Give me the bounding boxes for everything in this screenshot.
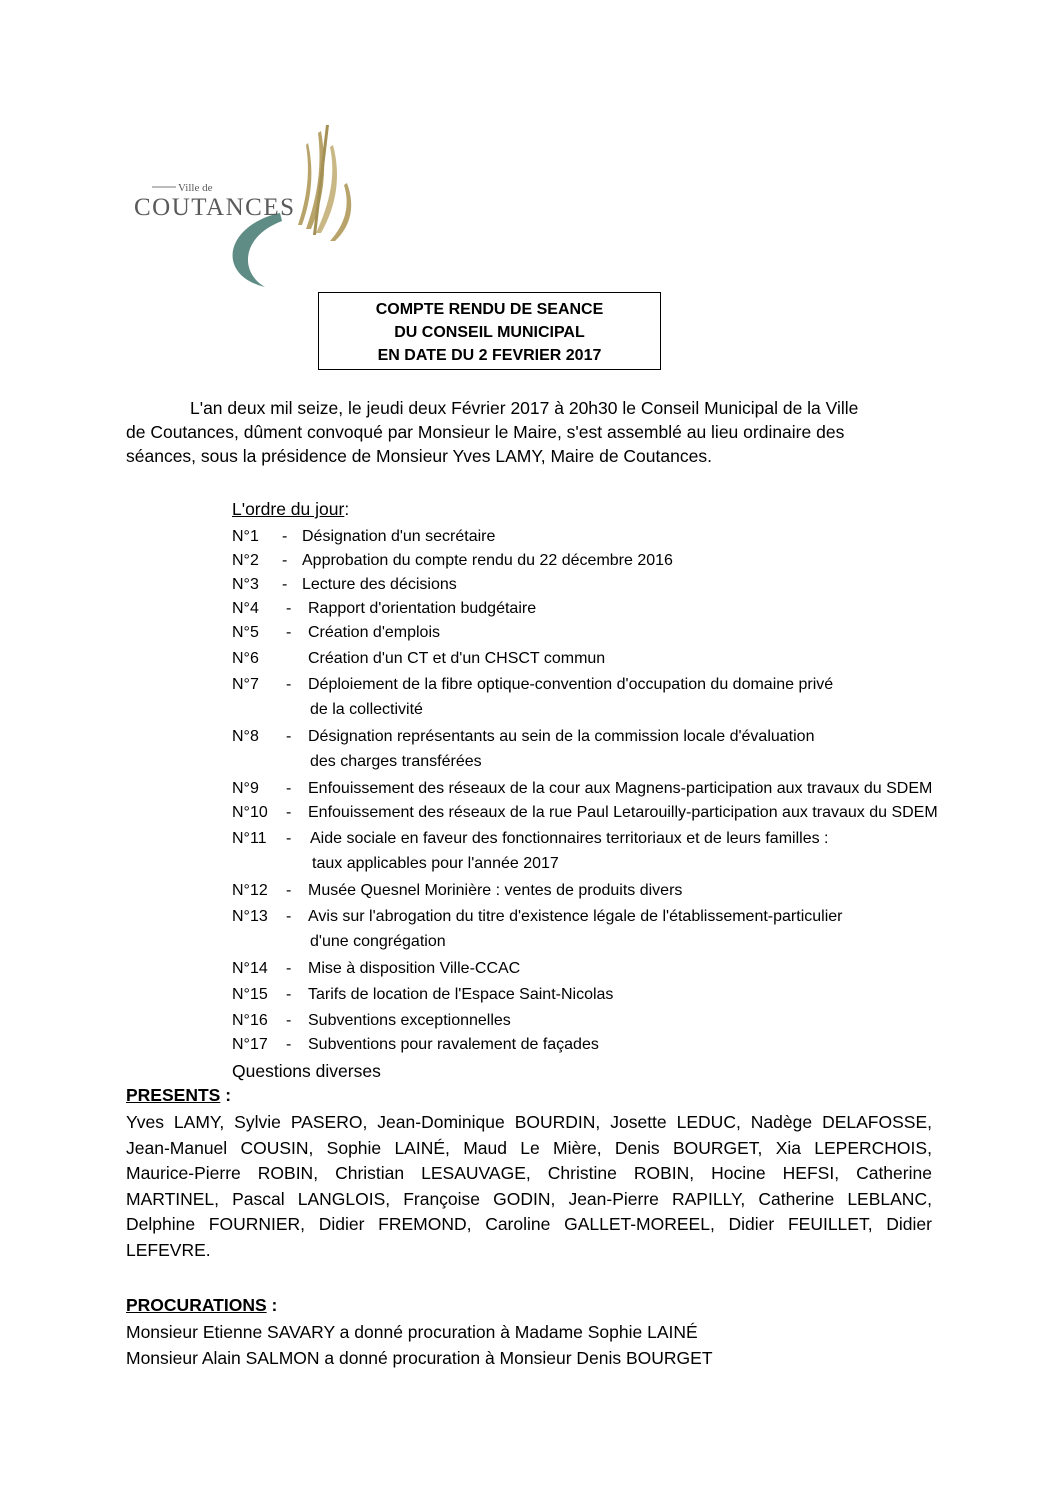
intro-line: L'an deux mil seize, le jeudi deux Février 2017 à 20h30 le Conseil Municipal de la Ville xyxy=(190,398,859,418)
agenda-item-number: N°1 xyxy=(232,528,259,545)
agenda-item-text: Tarifs de location de l'Espace Saint-Nicolas xyxy=(308,986,614,1003)
procuration-line: Monsieur Alain SALMON a donné procuration à Monsieur Denis BOURGET xyxy=(126,1348,713,1368)
agenda-item-dash: - xyxy=(282,552,288,569)
presents-word: LESAUVAGE, xyxy=(421,1163,531,1183)
presents-word: FOURNIER, xyxy=(208,1214,306,1234)
agenda-item-number: N°8 xyxy=(232,728,259,745)
agenda-item-number: N°16 xyxy=(232,1012,268,1029)
presents-word: LEPERCHOIS, xyxy=(814,1137,932,1158)
presents-word: LAINÉ, xyxy=(394,1137,450,1158)
presents-word: Didier xyxy=(886,1214,932,1234)
agenda-item-number: N°7 xyxy=(232,676,259,693)
presents-word: Françoise xyxy=(403,1188,481,1209)
presents-word: Nadège xyxy=(750,1112,813,1132)
agenda-item-text: Avis sur l'abrogation du titre d'existence légale de l'établissement-particulier xyxy=(308,908,843,925)
presents-line: LEFEVRE. xyxy=(126,1239,211,1260)
agenda-item-number: N°2 xyxy=(232,552,259,569)
presents-word: LANGLOIS, xyxy=(297,1188,391,1209)
agenda-heading-suffix: : xyxy=(344,499,350,519)
presents-word: GALLET-MOREEL, xyxy=(564,1214,715,1234)
logo-graphic xyxy=(130,125,370,295)
ville-de-coutances-logo xyxy=(130,125,370,295)
presents-line xyxy=(126,1136,932,1162)
procurations-heading xyxy=(126,1294,277,1316)
presents-word: FREMOND, xyxy=(378,1214,472,1234)
agenda-item-number: N°10 xyxy=(232,804,268,821)
intro-line: de Coutances, dûment convoqué par Monsieur le Maire, s'est assemblé au lieu ordinaire des xyxy=(126,422,845,442)
agenda-item-text: Subventions exceptionnelles xyxy=(308,1012,511,1029)
agenda-item-text: Création d'un CT et d'un CHSCT commun xyxy=(308,650,606,667)
presents-word: Didier xyxy=(728,1214,775,1234)
agenda-item-text: Enfouissement des réseaux de la rue Paul Letarouilly-participation aux travaux du SDEM xyxy=(308,804,938,821)
logo-big-text: COUTANCES xyxy=(134,194,296,221)
agenda-item-text: Mise à disposition Ville-CCAC xyxy=(308,960,521,977)
presents-word: Josette xyxy=(610,1112,667,1132)
agenda-item-text: Déploiement de la fibre optique-convention d'occupation du domaine privé xyxy=(308,676,834,693)
presents-word: Jean-Manuel xyxy=(126,1137,228,1158)
presents-word: LAMY, xyxy=(173,1112,225,1132)
agenda-item-continuation: taux applicables pour l'année 2017 xyxy=(312,855,559,872)
presents-word: Sylvie xyxy=(234,1112,281,1132)
title-line: COMPTE RENDU DE SEANCE xyxy=(375,301,604,318)
agenda-item-text: Lecture des décisions xyxy=(302,576,457,593)
agenda-item-number: N°12 xyxy=(232,882,268,899)
agenda-item-number: N°15 xyxy=(232,986,268,1003)
agenda-item-continuation: de la collectivité xyxy=(310,701,423,718)
logo-teal-swoosh xyxy=(233,213,282,287)
procuration-line: Monsieur Etienne SAVARY a donné procuration à Madame Sophie LAINÉ xyxy=(126,1322,698,1342)
presents-line xyxy=(126,1161,932,1187)
agenda-item-dash: - xyxy=(286,1012,292,1029)
presents-word: COUSIN, xyxy=(240,1137,314,1158)
presents-word: ROBIN, xyxy=(633,1163,695,1183)
agenda-item-number: N°11 xyxy=(232,830,267,847)
presents-heading-suffix: : xyxy=(220,1085,232,1105)
agenda-item-text: Musée Quesnel Morinière : ventes de produits divers xyxy=(308,882,683,899)
presents-word: DELAFOSSE, xyxy=(822,1112,932,1132)
agenda-item-text: Désignation d'un secrétaire xyxy=(302,528,496,545)
presents-word: Hocine xyxy=(711,1163,766,1183)
procurations-heading-suffix: : xyxy=(266,1295,278,1315)
presents-line xyxy=(126,1110,932,1136)
agenda-item-continuation: des charges transférées xyxy=(310,753,482,770)
presents-word: PASERO, xyxy=(290,1112,368,1132)
presents-word: LEBLANC, xyxy=(847,1188,932,1209)
agenda-item-dash: - xyxy=(286,986,292,1003)
presents-word: GODIN, xyxy=(493,1188,556,1209)
agenda-item-dash: - xyxy=(286,960,292,977)
presents-word: FEUILLET, xyxy=(787,1214,873,1234)
presents-word: Christian xyxy=(335,1163,405,1183)
presents-word: Jean-Pierre xyxy=(568,1188,659,1209)
presents-word: LEDUC, xyxy=(676,1112,741,1132)
logo-small-text: Ville de xyxy=(178,182,213,194)
presents-word: Caroline xyxy=(485,1214,551,1234)
agenda-item-text: Aide sociale en faveur des fonctionnaires territoriaux et de leurs familles : xyxy=(310,830,829,847)
presents-word: Didier xyxy=(318,1214,365,1234)
agenda-heading-label: L'ordre du jour xyxy=(232,499,345,519)
agenda-item-dash: - xyxy=(286,830,292,847)
agenda-item-text: Enfouissement des réseaux de la cour aux Magnens-participation aux travaux du SDEM xyxy=(308,780,933,797)
agenda-item-number: N°13 xyxy=(232,908,268,925)
presents-word: Delphine xyxy=(126,1214,196,1234)
intro-paragraph xyxy=(126,396,938,468)
agenda-item-dash: - xyxy=(286,780,292,797)
agenda-item-dash: - xyxy=(286,804,292,821)
agenda-item-number: N°4 xyxy=(232,600,259,617)
agenda-questions-diverses: Questions diverses xyxy=(232,1061,381,1081)
presents-word: MARTINEL, xyxy=(126,1188,220,1209)
agenda-item-dash: - xyxy=(282,576,288,593)
procurations-heading-label: PROCURATIONS xyxy=(126,1295,267,1315)
agenda-item-continuation: d'une congrégation xyxy=(310,933,446,950)
agenda-item-dash: - xyxy=(286,882,292,899)
agenda-item-dash: - xyxy=(286,908,292,925)
presents-word: Yves xyxy=(126,1112,164,1132)
agenda-item-text: Subventions pour ravalement de façades xyxy=(308,1036,599,1053)
presents-word: Xia xyxy=(775,1137,801,1158)
presents-word: Christine xyxy=(547,1163,617,1183)
presents-word: Pascal xyxy=(232,1188,285,1209)
agenda-item-text: Rapport d'orientation budgétaire xyxy=(308,600,537,617)
presents-word: Denis xyxy=(614,1137,660,1158)
agenda-item-number: N°6 xyxy=(232,650,259,667)
presents-word: Le xyxy=(520,1137,540,1158)
agenda-item-number: N°14 xyxy=(232,960,268,977)
agenda-item-dash: - xyxy=(286,600,292,617)
agenda-item-dash: - xyxy=(282,528,288,545)
agenda-item-text: Désignation représentants au sein de la commission locale d'évaluation xyxy=(308,728,815,745)
presents-word: BOURDIN, xyxy=(514,1112,601,1132)
agenda-item-number: N°9 xyxy=(232,780,259,797)
agenda-item-dash: - xyxy=(286,676,292,693)
agenda-item-text: Création d'emplois xyxy=(308,624,441,641)
agenda-item-number: N°17 xyxy=(232,1036,268,1053)
presents-word: Maud xyxy=(463,1137,507,1158)
presents-heading xyxy=(126,1084,231,1106)
agenda-item-dash: - xyxy=(286,1036,292,1053)
presents-word: Catherine xyxy=(856,1163,932,1183)
presents-line xyxy=(126,1212,932,1238)
intro-line: séances, sous la présidence de Monsieur Yves LAMY, Maire de Coutances. xyxy=(126,446,712,466)
agenda-item-dash: - xyxy=(286,624,292,641)
title-line: EN DATE DU 2 FEVRIER 2017 xyxy=(377,347,602,364)
presents-word: Maurice-Pierre xyxy=(126,1163,241,1183)
presents-word: HEFSI, xyxy=(782,1163,840,1183)
presents-word: Catherine xyxy=(758,1188,835,1209)
agenda-heading xyxy=(232,498,349,520)
title-line: DU CONSEIL MUNICIPAL xyxy=(394,324,585,341)
agenda-item-number: N°3 xyxy=(232,576,259,593)
presents-word: Mière, xyxy=(553,1137,602,1158)
presents-word: Sophie xyxy=(326,1137,382,1158)
agenda-item-text: Approbation du compte rendu du 22 décembre 2016 xyxy=(302,552,673,569)
document-title-box xyxy=(318,292,661,370)
presents-word: BOURGET, xyxy=(672,1137,763,1158)
presents-line xyxy=(126,1187,932,1213)
presents-list xyxy=(126,1110,932,1263)
agenda-item-dash: - xyxy=(286,728,292,745)
presents-word: Jean-Dominique xyxy=(377,1112,505,1132)
presents-word: ROBIN, xyxy=(257,1163,319,1183)
agenda-item-number: N°5 xyxy=(232,624,259,641)
presents-heading-label: PRESENTS xyxy=(126,1085,221,1105)
presents-word: RAPILLY, xyxy=(671,1188,746,1209)
logo-gold-reed xyxy=(298,143,311,225)
